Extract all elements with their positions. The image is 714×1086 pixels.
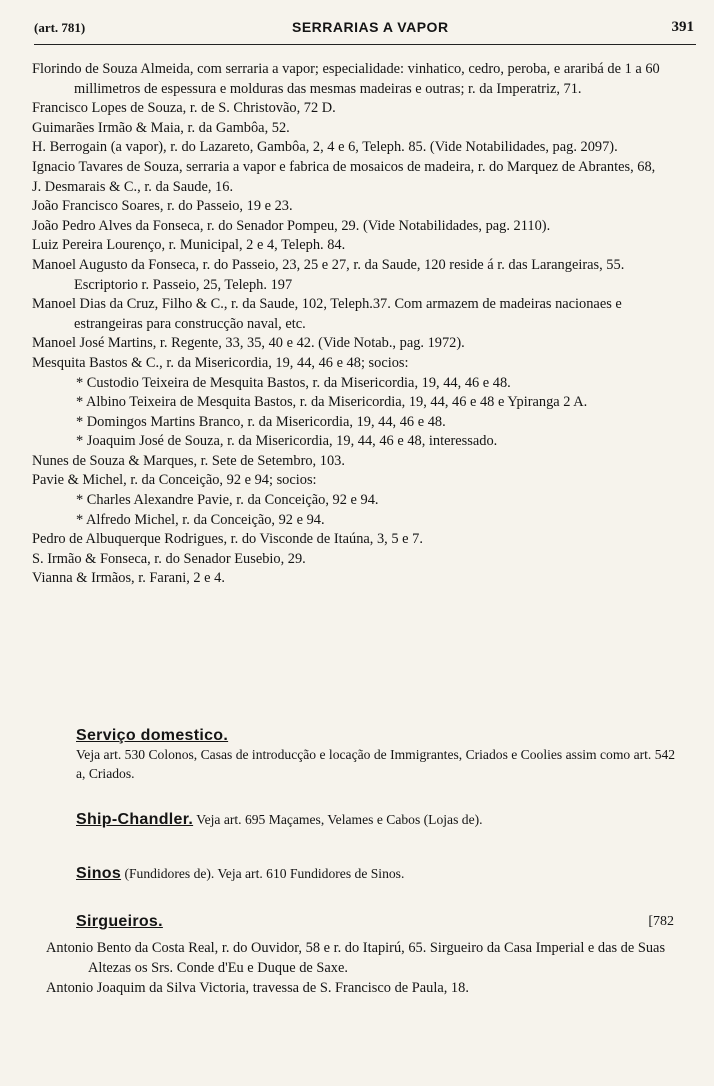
partner-entry: * Domingos Martins Branco, r. da Misericordia, 19, 44, 46 e 48.: [76, 413, 446, 430]
list-entry: Manoel José Martins, r. Regente, 33, 35, 40 e 42. (Vide Notab., pag. 1972).: [32, 335, 465, 352]
section-title: Serviço domestico.: [76, 727, 229, 744]
partner-entry: * Albino Teixeira de Mesquita Bastos, r. da Misericordia, 19, 44, 46 e 48 e Ypiranga 2 A.: [76, 394, 588, 411]
list-entry: João Pedro Alves da Fonseca, r. do Senador Pompeu, 29. (Vide Notabilidades, pag. 2110).: [32, 217, 551, 234]
partner-entry: * Alfredo Michel, r. da Conceição, 92 e 94.: [76, 511, 325, 528]
page-number: 391: [671, 19, 694, 35]
partner-entry: * Custodio Teixeira de Mesquita Bastos, r. da Misericordia, 19, 44, 46 e 48.: [76, 374, 511, 391]
list-entry: J. Desmarais & C., r. da Saude, 16.: [32, 178, 234, 195]
list-entry: Antonio Joaquim da Silva Victoria, travessa de S. Francisco de Paula, 18.: [46, 980, 469, 996]
article-reference: (art. 781): [34, 20, 86, 35]
partner-entry: * Joaquim José de Souza, r. da Misericordia, 19, 44, 46 e 48, interessado.: [76, 433, 498, 450]
section-servico-domestico: [76, 726, 684, 783]
list-entry: Pavie & Michel, r. da Conceição, 92 e 94; socios:: [32, 472, 317, 489]
list-entry: Nunes de Souza & Marques, r. Sete de Setembro, 103.: [32, 452, 345, 469]
list-entry: Antonio Bento da Costa Real, r. do Ouvidor, 58 e r. do Itapirú, 65. Sirgueiro da Casa Imperial e das de Suas Altezas os Srs. Conde d'Eu e Duque de Saxe.: [46, 940, 666, 976]
section-text: (Fundidores de). Veja art. 610 Fundidores de Sinos.: [124, 866, 405, 881]
section-title: Ship-Chandler.: [76, 811, 194, 828]
article-number: [782: [648, 914, 674, 929]
list-entry: Manoel Augusto da Fonseca, r. do Passeio, 23, 25 e 27, r. da Saude, 120 reside á r. das Larangeiras, 55. Escriptorio r. Passeio, 25, Teleph. 197: [32, 256, 625, 293]
list-entry: Vianna & Irmãos, r. Farani, 2 e 4.: [32, 570, 225, 587]
list-entry: João Francisco Soares, r. do Passeio, 19 e 23.: [32, 198, 293, 215]
header-rule: [34, 44, 696, 45]
list-entry: S. Irmão & Fonseca, r. do Senador Eusebio, 29.: [32, 550, 306, 567]
section-text: Veja art. 695 Maçames, Velames e Cabos (Lojas de).: [196, 812, 483, 827]
section-title: Sirgueiros.: [76, 913, 163, 930]
list-entry: Luiz Pereira Lourenço, r. Municipal, 2 e 4, Teleph. 84.: [32, 237, 346, 254]
list-entry: Mesquita Bastos & C., r. da Misericordia, 19, 44, 46 e 48; socios:: [32, 354, 409, 371]
list-entry: Pedro de Albuquerque Rodrigues, r. do Visconde de Itaúna, 3, 5 e 7.: [32, 531, 423, 548]
sirgueiros-list: [46, 938, 686, 998]
section-text: Veja art. 530 Colonos, Casas de introducção e locação de Immigrantes, Criados e Coolies assim como art. 542 a, Criados.: [76, 747, 676, 781]
section-sinos: [76, 864, 684, 883]
partner-entry: * Charles Alexandre Pavie, r. da Conceição, 92 e 94.: [76, 492, 379, 509]
list-entry: Florindo de Souza Almeida, com serraria a vapor; especialidade: vinhatico, cedro, peroba, e araribá de 1 a 60 millimetros de espessura e molduras das mesmas madeiras e outras; r. da Imperatriz, 71.: [32, 61, 660, 97]
list-entry: Ignacio Tavares de Souza, serraria a vapor e fabrica de mosaicos de madeira, r. do Marquez de Abrantes, 68,: [32, 158, 656, 175]
section-ship-chandler: [76, 810, 684, 829]
list-entry: Manoel Dias da Cruz, Filho & C., r. da Saude, 102, Teleph.37. Com armazem de madeiras nacionaes e estrangeiras para construcção naval, etc.: [32, 296, 622, 332]
list-entry: Francisco Lopes de Souza, r. de S. Christovão, 72 D.: [32, 100, 336, 117]
list-entry: H. Berrogain (a vapor), r. do Lazareto, Gambôa, 2, 4 e 6, Teleph. 85. (Vide Notabilidades, pag. 2097).: [32, 139, 618, 156]
page-title: SERRARIAS A VAPOR: [292, 19, 449, 35]
page-header: [34, 18, 700, 40]
section-sirgueiros: [76, 912, 684, 931]
list-entry: Guimarães Irmão & Maia, r. da Gambôa, 52.: [32, 119, 290, 136]
section-title: Sinos: [76, 865, 122, 882]
serrarias-list: [32, 60, 684, 589]
